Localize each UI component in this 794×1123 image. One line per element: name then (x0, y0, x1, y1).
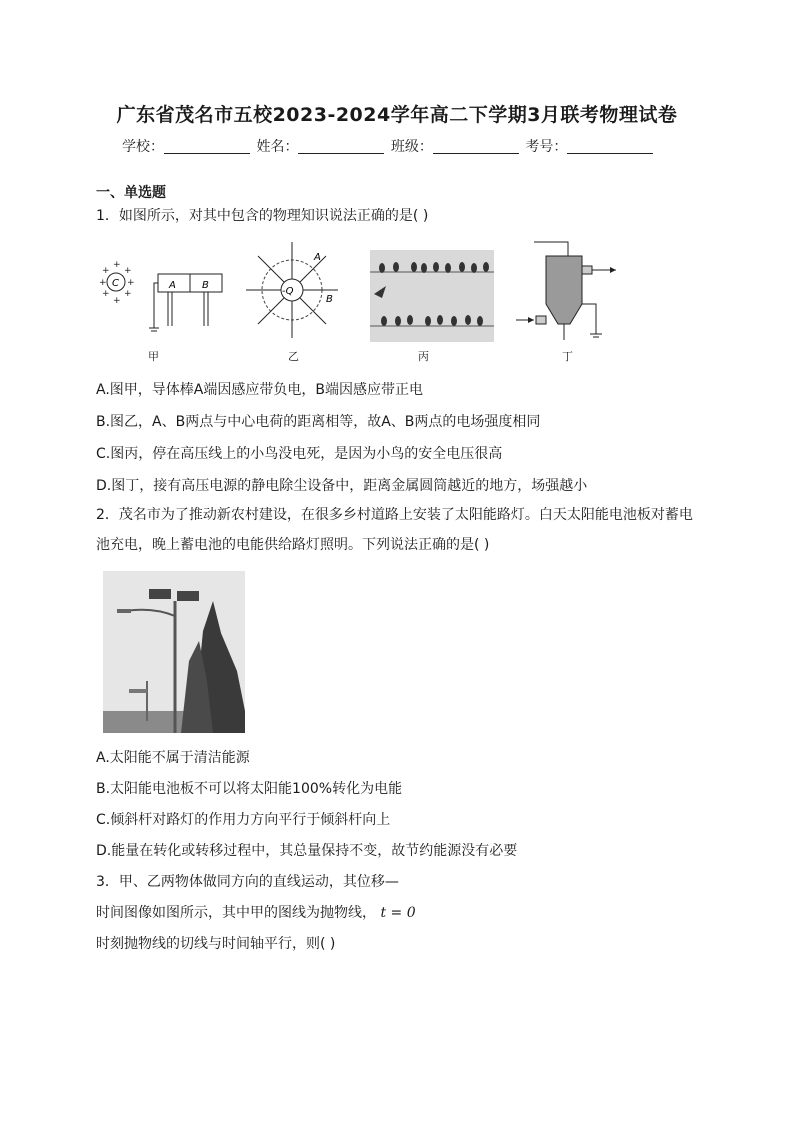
figure-bing-photo (370, 250, 494, 342)
svg-text:+: + (113, 296, 121, 306)
student-info-line (122, 136, 655, 156)
svg-text:+: + (113, 260, 121, 270)
figure-solar-lamp-photo (103, 571, 245, 733)
fig-label-b: B (202, 280, 209, 291)
question-3-line-1: 3．甲、乙两物体做同方向的直线运动，其位移— (96, 874, 399, 890)
figure-yi (244, 240, 348, 340)
fig-label-c: C (112, 278, 119, 289)
q2-option-c[interactable]: C.倾斜杆对路灯的作用力方向平行于倾斜杆向上 (96, 812, 391, 828)
q1-option-b[interactable]: B.图乙，A、B两点与中心电荷的距离相等，故A、B两点的电场强度相同 (96, 414, 541, 430)
svg-text:+: + (102, 289, 110, 299)
caption-ding: 丁 (562, 350, 573, 363)
page-title: 广东省茂名市五校2023-2024学年高二下学期3月联考物理试卷 (116, 104, 678, 126)
name-label: 姓名： (256, 139, 299, 155)
figure-jia (96, 258, 236, 338)
question-3-line-2 (96, 902, 416, 922)
figure-ding (512, 240, 622, 346)
section-heading: 一、单选题 (96, 185, 166, 201)
svg-text:+: + (124, 266, 132, 276)
q1-option-d[interactable]: D.图丁，接有高压电源的静电除尘设备中，距离金属圆筒越近的地方，场强越小 (96, 478, 588, 494)
question-3-line-3: 时刻抛物线的切线与时间轴平行，则( ) (96, 936, 336, 952)
q2-option-a[interactable]: A.太阳能不属于清洁能源 (96, 750, 250, 766)
fig-label-q: -Q (282, 286, 294, 297)
school-label: 学校： (122, 139, 164, 155)
q2-option-d[interactable]: D.能量在转化或转移过程中，其总量保持不变，故节约能源没有必要 (96, 843, 518, 859)
svg-text:+: + (99, 278, 107, 288)
class-blank[interactable] (433, 139, 519, 154)
q2-option-b[interactable]: B.太阳能电池板不可以将太阳能100%转化为电能 (96, 781, 403, 797)
q1-option-a[interactable]: A.图甲，导体棒A端因感应带负电，B端因感应带正电 (96, 382, 423, 398)
question-3-line-2-text: 时间图像如图所示，其中甲的图线为抛物线， (96, 905, 376, 921)
q1-option-c[interactable]: C.图丙，停在高压线上的小鸟没电死，是因为小鸟的安全电压很高 (96, 446, 503, 462)
svg-text:+: + (124, 289, 132, 299)
class-label: 班级： (390, 139, 433, 155)
question-1-stem: 1．如图所示，对其中包含的物理知识说法正确的是( ) (96, 208, 429, 224)
svg-text:+: + (127, 278, 135, 288)
fig-label-point-a: A (314, 252, 321, 263)
question-2-stem: 2．茂名市为了推动新农村建设，在很多乡村道路上安装了太阳能路灯。白天太阳能电池板对蓄电池充电，晚上蓄电池的电能供给路灯照明。下列说法正确的是( ) (96, 507, 693, 553)
svg-text:+: + (102, 266, 110, 276)
school-blank[interactable] (164, 139, 250, 154)
fig-label-point-b: B (326, 294, 333, 305)
exam-no-label: 考号： (525, 139, 568, 155)
name-blank[interactable] (298, 139, 384, 154)
caption-yi: 乙 (288, 350, 299, 363)
exam-no-blank[interactable] (567, 139, 653, 154)
caption-bing: 丙 (418, 350, 429, 363)
question-3-math: t = 0 (380, 905, 416, 921)
caption-jia: 甲 (148, 350, 159, 363)
fig-label-a: A (169, 280, 176, 291)
